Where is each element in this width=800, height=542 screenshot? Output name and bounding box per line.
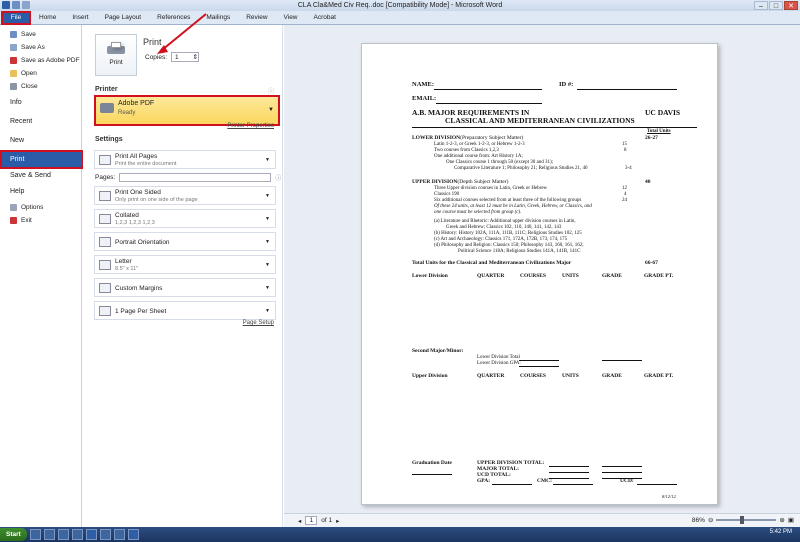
title-bar — [0, 0, 800, 11]
nav-options[interactable] — [0, 201, 81, 214]
col-grade-pt: GRADE PT. — [644, 373, 674, 379]
tab-page-layout[interactable]: Page Layout — [104, 13, 142, 21]
portrait-icon — [99, 237, 111, 247]
word-icon[interactable] — [86, 529, 97, 540]
doc-line: Classics 190 — [434, 192, 460, 197]
printer-name: Adobe PDF — [118, 100, 155, 107]
info-icon[interactable]: ⓘ — [267, 89, 274, 95]
col-quarter: QUARTER — [477, 273, 505, 279]
ld-total-label: Lower Division Total — [477, 355, 520, 360]
pages-per-sheet-icon — [99, 306, 111, 316]
upper-division-note: (Depth Subject Matter) — [457, 179, 509, 185]
col-courses: COURSES — [520, 373, 546, 379]
tab-mailings[interactable]: Mailings — [206, 13, 231, 21]
zoom-slider-knob[interactable] — [740, 516, 744, 524]
doc-units: 3-4 — [625, 166, 632, 171]
chevron-down-icon: ▼ — [265, 216, 270, 222]
printer-properties-link[interactable]: Printer Properties — [227, 123, 274, 129]
nav-info[interactable]: Info — [10, 99, 22, 106]
save-as-icon — [10, 44, 17, 51]
col-grade: GRADE — [602, 273, 622, 279]
doc-footer-date: 8/12/12 — [662, 494, 676, 499]
major-total-label: MAJOR TOTAL: — [477, 466, 520, 472]
app-icon[interactable] — [72, 529, 83, 540]
ucd-label: UCD: — [620, 478, 634, 484]
option-title: Letter — [115, 258, 132, 265]
tab-insert[interactable]: Insert — [72, 13, 89, 21]
folder-icon — [10, 70, 17, 77]
zoom-level: 86% — [691, 516, 705, 524]
doc-line: Of these 24 units, at least 12 must be in Latin, Greek, Hebrew, or Classics, and — [434, 204, 592, 209]
undo-icon[interactable] — [22, 1, 30, 9]
col-grade: GRADE — [602, 373, 622, 379]
chevron-down-icon: ▼ — [265, 285, 270, 291]
nav-save-as-label: Save As — [21, 44, 45, 51]
print-settings-panel — [83, 25, 283, 527]
pages-field — [95, 173, 281, 182]
lower-division-section — [412, 135, 523, 141]
nav-exit-label: Exit — [21, 217, 32, 224]
option-title: Print One Sided — [115, 189, 161, 196]
graduation-date-label: Graduation Date — [412, 460, 452, 466]
nav-recent[interactable]: Recent — [10, 118, 33, 125]
doc-heading-1: A.B. MAJOR REQUIREMENTS IN — [412, 108, 530, 117]
ld-gpa-label: Lower Division GPA: — [477, 361, 521, 366]
paper-size-dropdown[interactable] — [94, 255, 276, 274]
option-subtitle: 8.5" x 11" — [115, 266, 139, 272]
doc-units: 8 — [624, 148, 627, 153]
doc-school: UC DAVIS — [645, 108, 681, 117]
zoom-out-icon[interactable]: ⊖ — [707, 517, 714, 524]
doc-line: (d) Philosophy and Religion: Classics 150; Philosophy 143, 160, 161, 162; — [434, 243, 584, 248]
nav-save-as-pdf-label: Save as Adobe PDF — [21, 57, 80, 64]
lower-division-table-title: Lower Division — [412, 273, 448, 279]
start-button[interactable]: Start — [0, 528, 27, 541]
previous-page-icon[interactable]: ◂ — [298, 517, 302, 525]
option-title: Collated — [115, 212, 139, 219]
upper-division-title: UPPER DIVISION — [412, 179, 458, 185]
total-major-units: 66-67 — [645, 260, 658, 266]
doc-line: One Classics course 1 through 50 (except 30 and 31); — [446, 160, 554, 165]
nav-help[interactable]: Help — [10, 188, 25, 195]
zoom-in-icon[interactable]: ⊕ — [779, 517, 785, 524]
orientation-dropdown[interactable] — [94, 232, 276, 251]
nav-close-label: Close — [21, 83, 38, 90]
options-icon — [10, 204, 17, 211]
doc-units: 15 — [622, 142, 627, 147]
nav-exit[interactable] — [0, 214, 81, 227]
nav-new[interactable]: New — [10, 137, 25, 144]
page-navigator — [298, 516, 339, 525]
printer-header: Printer — [95, 86, 118, 93]
chevron-down-icon: ▼ — [265, 308, 270, 314]
close-button[interactable]: ✕ — [784, 1, 798, 10]
nav-save-as-pdf[interactable] — [0, 54, 81, 67]
lower-division-note: (Preparatory Subject Matter) — [460, 135, 524, 141]
print-preview — [284, 25, 800, 513]
pages-label: Pages: — [95, 174, 116, 181]
doc-units: 24 — [622, 198, 627, 203]
option-title: Print All Pages — [115, 153, 158, 160]
pages-input[interactable] — [119, 173, 271, 182]
doc-line: Three Upper division courses in Latin, Greek or Hebrew — [434, 186, 548, 191]
doc-heading-2: CLASSICAL AND MEDITERRANEAN CIVILIZATIONS — [445, 116, 635, 125]
print-button-label: Print — [109, 59, 123, 66]
nav-save-label: Save — [21, 31, 36, 38]
option-title: Custom Margins — [115, 285, 163, 292]
doc-line: (a) Literature and Rhetoric: Additional upper division courses in Latin, — [434, 219, 576, 224]
chevron-down-icon: ▼ — [265, 239, 270, 245]
margins-dropdown[interactable] — [94, 278, 276, 297]
chevron-down-icon: ▼ — [268, 107, 274, 113]
col-grade-pt: GRADE PT. — [644, 273, 674, 279]
save-icon — [10, 31, 17, 38]
print-heading: Print — [143, 37, 162, 47]
doc-line: Two courses from Classics 1,2,3 — [434, 148, 499, 153]
preview-page — [361, 43, 718, 505]
window-controls — [754, 1, 798, 10]
lower-division-units: 26-27 — [645, 135, 658, 141]
copies-label: Copies: — [145, 53, 168, 61]
nav-close[interactable] — [0, 80, 81, 93]
doc-line: One additional course from: Art History 1A; — [434, 154, 523, 159]
close-doc-icon — [10, 83, 17, 90]
nav-open-label: Open — [21, 70, 37, 77]
ucd-total-label: UCD TOTAL: — [477, 472, 511, 478]
zoom-control — [692, 516, 794, 524]
next-page-icon[interactable]: ▸ — [336, 517, 340, 525]
pages-icon — [99, 155, 111, 165]
total-units-header: Total Units — [647, 129, 671, 134]
nav-save[interactable] — [0, 28, 81, 41]
chevron-down-icon: ▼ — [265, 193, 270, 199]
ribbon-tabs — [0, 11, 800, 25]
ie-icon[interactable] — [30, 529, 41, 540]
option-subtitle: Only print on one side of the page — [115, 197, 198, 203]
annotation-arrow — [124, 12, 224, 62]
upper-division-section — [412, 179, 508, 185]
second-major-label: Second Major/Minor: — [412, 348, 464, 354]
option-title: 1 Page Per Sheet — [115, 308, 167, 315]
name-label: NAME: — [412, 81, 435, 88]
option-subtitle: 1,2,3 1,2,3 1,2,3 — [115, 220, 155, 226]
ud-total-label: UPPER DIVISION TOTAL: — [477, 460, 545, 466]
page-setup-link[interactable]: Page Setup — [242, 320, 274, 326]
nav-save-as[interactable] — [0, 41, 81, 54]
option-subtitle: Print the entire document — [115, 161, 177, 167]
id-label: ID #: — [559, 81, 574, 88]
collation-dropdown[interactable] — [94, 209, 276, 228]
nav-save-send[interactable]: Save & Send — [10, 172, 51, 179]
doc-units: 4 — [624, 192, 627, 197]
backstage-nav — [0, 25, 82, 527]
doc-line: one course must be selected from group (c). — [434, 210, 522, 215]
pages-per-sheet-dropdown[interactable] — [94, 301, 276, 320]
paper-size-icon — [99, 260, 111, 270]
maximize-button[interactable]: □ — [769, 1, 783, 10]
exit-icon — [10, 217, 17, 224]
settings-header: Settings — [95, 136, 123, 143]
cmc-label: CMC: — [537, 478, 552, 484]
tab-view[interactable]: View — [283, 13, 298, 21]
tab-file[interactable]: File — [1, 11, 31, 25]
save-icon[interactable] — [12, 1, 20, 9]
minimize-button[interactable]: – — [754, 1, 768, 10]
one-sided-icon — [99, 191, 111, 201]
word-icon[interactable] — [2, 1, 10, 9]
window-title: CLA Cla&Med Civ Req..doc [Compatibility Mode] - Microsoft Word — [297, 2, 503, 9]
doc-line: Greek and Hebrew; Classics 102, 110, 140, 141, 142, 143 — [446, 225, 562, 230]
preview-status-bar — [284, 513, 800, 527]
option-title: Portrait Orientation — [115, 239, 170, 246]
margins-icon — [99, 283, 111, 293]
tab-acrobat[interactable]: Acrobat — [313, 13, 336, 21]
doc-line: Political Science 118A; Religious Studies 141A, 141B, 141C — [458, 249, 581, 254]
col-courses: COURSES — [520, 273, 546, 279]
lower-division-title: LOWER DIVISION — [412, 135, 461, 141]
explorer-icon[interactable] — [44, 529, 55, 540]
chevron-down-icon: ▼ — [265, 262, 270, 268]
doc-line: Latin 1-2-3, or Greek 1-2-3, or Hebrew 1-2-3 — [434, 142, 525, 147]
upper-division-units: 40 — [645, 179, 651, 185]
doc-line: (c) Art and Archaeology: Classics 171, 172A, 172B, 173, 174, 175 — [434, 237, 568, 242]
total-major-line: Total Units for the Classical and Mediterranean Civilizations Major — [412, 260, 572, 266]
pdf-icon — [10, 57, 17, 64]
nav-open[interactable] — [0, 67, 81, 80]
copies-value: 1 — [175, 53, 179, 61]
doc-line: Six additional courses selected from at least three of the following groups — [434, 198, 582, 203]
col-units: UNITS — [562, 373, 579, 379]
zoom-to-page-icon[interactable]: ▣ — [787, 517, 794, 524]
page-count: of 1 — [321, 517, 333, 524]
col-quarter: QUARTER — [477, 373, 505, 379]
upper-division-table-title: Upper Division — [412, 373, 448, 379]
doc-units: 12 — [622, 186, 627, 191]
word-icon[interactable] — [128, 529, 139, 540]
doc-line: Comparative Literature 1; Philosophy 21; Religious Studies 21, 40 — [454, 166, 588, 171]
tab-home[interactable]: Home — [39, 13, 57, 21]
printer-status: Ready — [118, 110, 136, 116]
gpa-label: GPA: — [477, 478, 491, 484]
outlook-icon[interactable] — [114, 529, 125, 540]
sides-dropdown[interactable] — [94, 186, 276, 205]
quick-access-toolbar — [2, 1, 30, 9]
print-range-dropdown[interactable] — [94, 150, 276, 169]
col-units: UNITS — [562, 273, 579, 279]
taskbar — [0, 527, 800, 542]
system-clock: 5:42 PM — [769, 529, 792, 535]
chevron-down-icon: ▼ — [265, 157, 270, 163]
nav-options-label: Options — [21, 204, 44, 211]
tab-review[interactable]: Review — [246, 13, 268, 21]
nav-print[interactable]: Print — [0, 150, 84, 169]
printer-icon — [107, 42, 125, 56]
printer-icon — [100, 103, 114, 113]
doc-line: (b) History: History 102A, 111A, 111B, 111C; Religious Studies 102, 125 — [434, 231, 582, 236]
app-icon[interactable] — [100, 529, 111, 540]
spinner-icon[interactable]: ⇕ — [192, 54, 199, 61]
zoom-slider[interactable] — [716, 519, 776, 521]
page-number-input[interactable]: 1 — [305, 516, 317, 525]
info-icon[interactable]: ⓘ — [275, 176, 282, 182]
printer-dropdown[interactable] — [94, 95, 280, 126]
email-label: EMAIL: — [412, 95, 437, 102]
media-icon[interactable] — [58, 529, 69, 540]
tab-references[interactable]: References — [157, 13, 191, 21]
collated-icon — [99, 214, 111, 224]
